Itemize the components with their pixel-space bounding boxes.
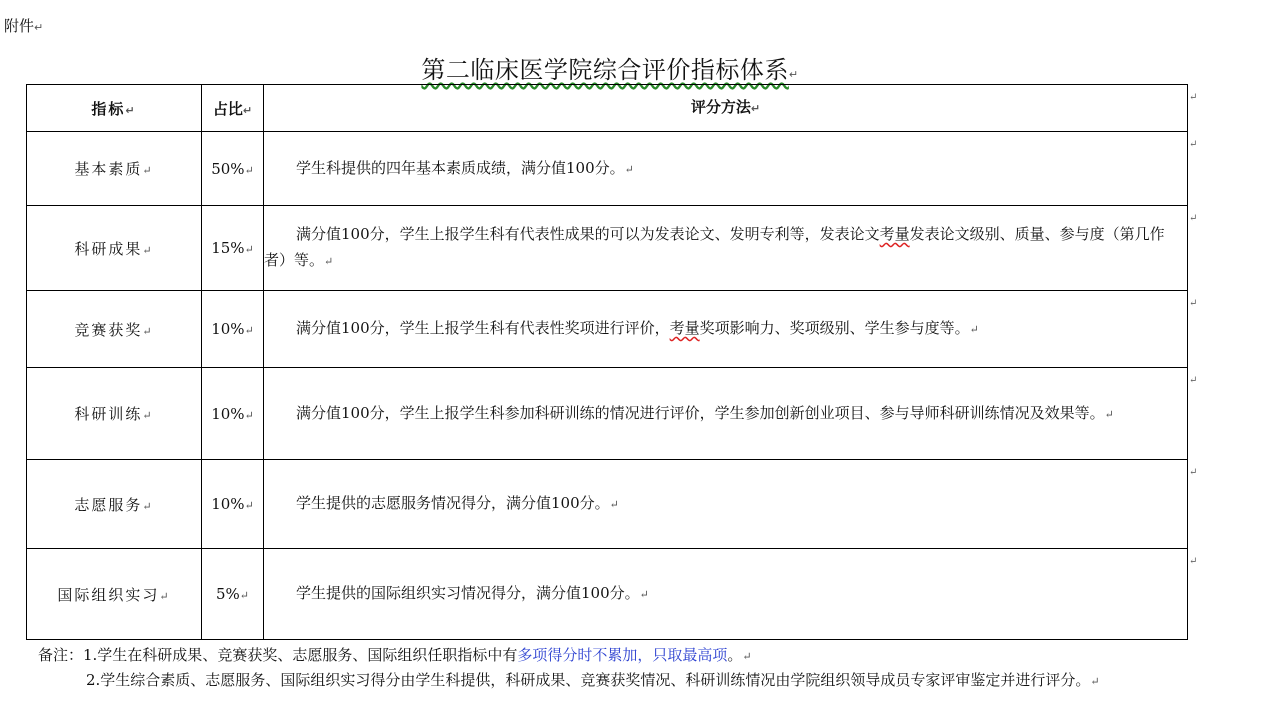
row-end-mark-icon: ↵ — [1189, 467, 1198, 478]
table-row — [27, 206, 1188, 291]
row-end-mark-icon: ↵ — [1189, 298, 1198, 309]
method-cell: 学生提供的志愿服务情况得分，满分值100分。↵ — [264, 460, 1188, 549]
row-end-mark-icon: ↵ — [1189, 92, 1198, 103]
attachment-label: 附件↵ — [4, 17, 44, 35]
table-row — [27, 460, 1188, 549]
method-cell: 学生提供的国际组织实习情况得分，满分值100分。↵ — [264, 549, 1188, 640]
table-row — [27, 291, 1188, 368]
row-end-mark-icon: ↵ — [1189, 375, 1198, 386]
table-row — [27, 132, 1188, 206]
row-end-mark-icon: ↵ — [1189, 139, 1198, 150]
table-row — [27, 368, 1188, 460]
indicator-cell: 科研训练↵ — [27, 368, 202, 460]
indicator-cell: 志愿服务↵ — [27, 460, 202, 549]
method-cell: 满分值100分，学生上报学生科参加科研训练的情况进行评价，学生参加创新创业项目、参与导师科研训练情况及效果等。↵ — [264, 368, 1188, 460]
indicator-cell: 国际组织实习↵ — [27, 549, 202, 640]
note-line-2: 2.学生综合素质、志愿服务、国际组织实习得分由学生科提供，科研成果、竞赛获奖情况、科研训练情况由学院组织领导成员专家评审鉴定并进行评分。↵ — [86, 671, 1100, 689]
ratio-cell: 10%↵ — [202, 291, 264, 368]
paragraph-mark-icon: ↵ — [788, 68, 799, 81]
header-method: 评分方法↵ — [264, 85, 1188, 132]
row-end-mark-icon: ↵ — [1189, 213, 1198, 224]
ratio-cell: 5%↵ — [202, 549, 264, 640]
ratio-cell: 10%↵ — [202, 368, 264, 460]
method-cell: 学生科提供的四年基本素质成绩，满分值100分。↵ — [264, 132, 1188, 206]
row-end-mark-icon: ↵ — [1189, 556, 1198, 567]
indicator-cell: 基本素质↵ — [27, 132, 202, 206]
method-cell: 满分值100分，学生上报学生科有代表性奖项进行评价，考量奖项影响力、奖项级别、学生参与度等。↵ — [264, 291, 1188, 368]
header-ratio: 占比↵ — [202, 85, 264, 132]
paragraph-mark-icon: ↵ — [34, 21, 44, 34]
ratio-cell: 15%↵ — [202, 206, 264, 291]
ratio-cell: 50%↵ — [202, 132, 264, 206]
table-row — [27, 549, 1188, 640]
page-title: 第二临床医学院综合评价指标体系↵ — [421, 56, 799, 84]
evaluation-table — [26, 84, 1188, 640]
note-line-1: 备注：1.学生在科研成果、竞赛获奖、志愿服务、国际组织任职指标中有多项得分时不累加，只取最高项。↵ — [38, 646, 752, 664]
header-indicator: 指标↵ — [27, 85, 202, 132]
method-cell: 满分值100分，学生上报学生科有代表性成果的可以为发表论文、发明专利等，发表论文考量发表论文级别、质量、参与度（第几作者）等。↵ — [264, 206, 1188, 291]
table-header-row — [27, 85, 1188, 132]
ratio-cell: 10%↵ — [202, 460, 264, 549]
indicator-cell: 科研成果↵ — [27, 206, 202, 291]
note-highlight: 多项得分时不累加，只取最高项 — [517, 646, 728, 664]
indicator-cell: 竞赛获奖↵ — [27, 291, 202, 368]
